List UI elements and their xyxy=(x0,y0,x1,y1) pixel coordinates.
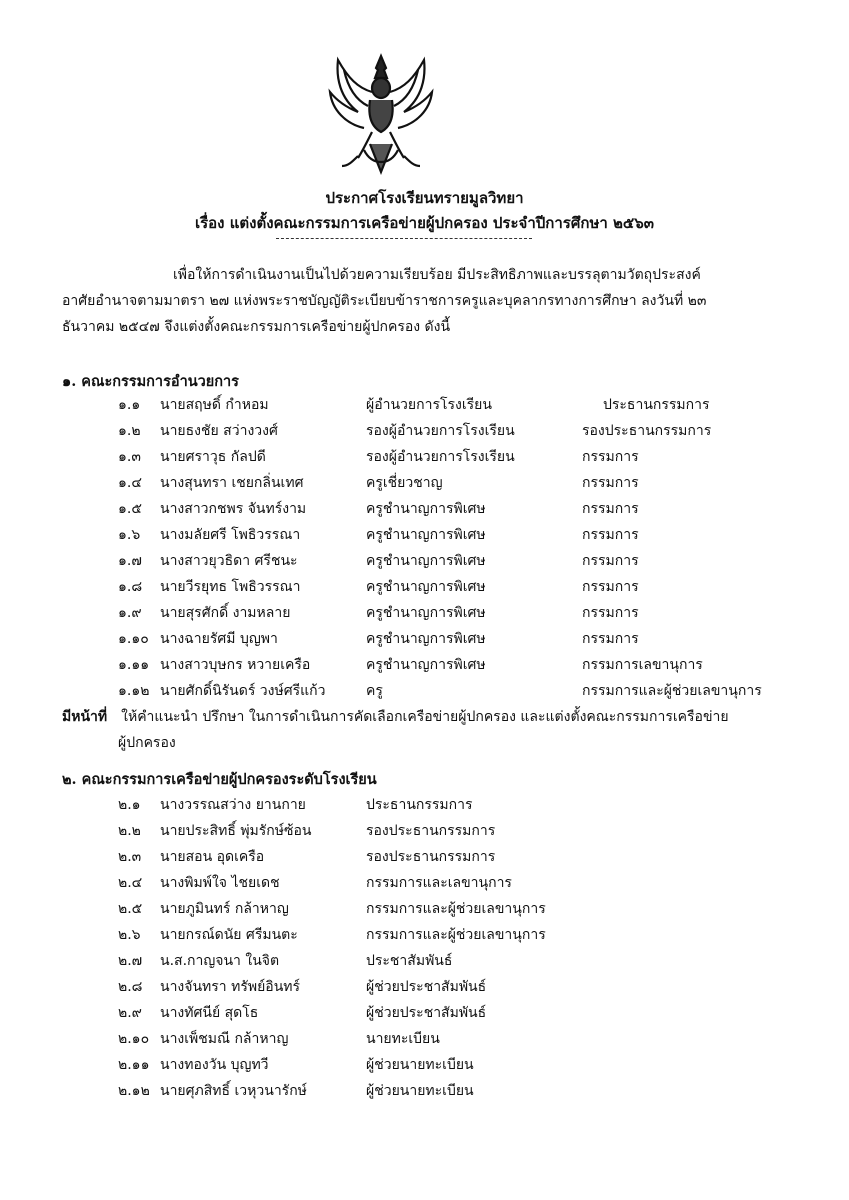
member-row xyxy=(0,472,849,498)
duty-label: มีหน้าที่ xyxy=(62,709,108,725)
intro-line: อาศัยอำนาจตามมาตรา ๒๗ แห่งพระราชบัญญัติระเบียบข้าราชการครูและบุคลากรทางการศึกษา ลงวันที่ ๒๓ xyxy=(62,293,707,309)
member-number: ๑.๑๒ xyxy=(118,683,150,699)
member-name: นายศักดิ์นิรันดร์ วงษ์ศรีแก้ว xyxy=(160,683,326,699)
intro-line: เพื่อให้การดำเนินงานเป็นไปด้วยความเรียบร้อย มีประสิทธิภาพและบรรลุตามวัตถุประสงค์ xyxy=(173,267,701,283)
member-role: กรรมการและผู้ช่วยเลขานุการ xyxy=(582,683,762,699)
member-number: ๒.๑๑ xyxy=(118,1057,150,1073)
member-row xyxy=(0,446,849,472)
member-position: ครูชำนาญการพิเศษ xyxy=(366,553,486,569)
member-name: นายสฤษดิ์ กำหอม xyxy=(160,397,269,413)
member-number: ๒.๙ xyxy=(118,1005,142,1021)
member-position: รองผู้อำนวยการโรงเรียน xyxy=(366,423,515,439)
member-row xyxy=(0,576,849,602)
member-row xyxy=(0,420,849,446)
member-row xyxy=(0,976,849,1002)
member-number: ๒.๗ xyxy=(118,953,143,969)
member-name: นางจันทรา ทรัพย์อินทร์ xyxy=(160,979,301,995)
member-row xyxy=(0,628,849,654)
member-role: กรรมการ xyxy=(582,449,639,465)
member-number: ๑.๑๑ xyxy=(118,657,150,673)
garuda-emblem xyxy=(318,48,444,178)
member-position: ครูชำนาญการพิเศษ xyxy=(366,657,486,673)
member-row xyxy=(0,1054,849,1080)
member-number: ๒.๔ xyxy=(118,875,143,891)
section-heading: ๒. คณะกรรมการเครือข่ายผู้ปกครองระดับโรงเรียน xyxy=(62,771,377,788)
member-position: ครูเชี่ยวชาญ xyxy=(366,475,443,491)
member-role: ผู้ช่วยนายทะเบียน xyxy=(366,1057,474,1073)
member-row xyxy=(0,924,849,950)
intro-line: ธันวาคม ๒๕๔๗ จึงแต่งตั้งคณะกรรมการเครือข่ายผู้ปกครอง ดังนี้ xyxy=(62,319,451,335)
member-name: นางฉายรัศมี บุญพา xyxy=(160,631,278,647)
member-name: นายภูมินทร์ กล้าหาญ xyxy=(160,901,289,917)
member-role: กรรมการ xyxy=(582,501,639,517)
member-number: ๑.๑๐ xyxy=(118,631,149,647)
member-name: นางมลัยศรี โพธิวรรณา xyxy=(160,527,301,543)
member-name: นางสาวบุษกร หวายเครือ xyxy=(160,657,311,673)
member-role: ผู้ช่วยประชาสัมพันธ์ xyxy=(366,979,487,995)
member-row xyxy=(0,846,849,872)
member-name: นายธงชัย สว่างวงศ์ xyxy=(160,423,278,439)
member-number: ๒.๓ xyxy=(118,849,142,865)
member-role: กรรมการ xyxy=(582,579,639,595)
duty-text-continued: ผู้ปกครอง xyxy=(118,735,176,751)
member-role: ผู้ช่วยประชาสัมพันธ์ xyxy=(366,1005,487,1021)
member-row xyxy=(0,602,849,628)
member-role: กรรมการ xyxy=(582,527,639,543)
member-number: ๒.๑๒ xyxy=(118,1083,150,1099)
member-name: นางทัศนีย์ สุดโธ xyxy=(160,1005,259,1021)
member-row xyxy=(0,872,849,898)
member-role: กรรมการและเลขานุการ xyxy=(366,875,512,891)
member-number: ๑.๖ xyxy=(118,527,141,543)
member-row xyxy=(0,524,849,550)
member-position: ครูชำนาญการพิเศษ xyxy=(366,527,486,543)
member-name: นางพิมพ์ใจ ไชยเดช xyxy=(160,875,280,891)
member-name: นางสุนทรา เชยกลิ่นเทศ xyxy=(160,475,304,491)
member-role: ผู้ช่วยนายทะเบียน xyxy=(366,1083,474,1099)
member-number: ๑.๙ xyxy=(118,605,142,621)
member-number: ๑.๒ xyxy=(118,423,141,439)
member-row xyxy=(0,680,849,706)
member-role: กรรมการ xyxy=(582,553,639,569)
member-number: ๒.๑๐ xyxy=(118,1031,150,1047)
member-row xyxy=(0,820,849,846)
member-role: ประธานกรรมการ xyxy=(603,397,710,413)
member-position: ครู xyxy=(366,683,383,699)
member-number: ๑.๔ xyxy=(118,475,142,491)
announcement-subject: เรื่อง แต่งตั้งคณะกรรมการเครือข่ายผู้ปกครอง ประจำปีการศึกษา ๒๕๖๓ xyxy=(194,214,654,232)
section-heading: ๑. คณะกรรมการอำนวยการ xyxy=(62,373,239,390)
member-name: นายวีรยุทธ โพธิวรรณา xyxy=(160,579,301,595)
member-position: รองผู้อำนวยการโรงเรียน xyxy=(366,449,515,465)
member-name: นายสอน อุดเครือ xyxy=(160,849,265,865)
member-role: นายทะเบียน xyxy=(366,1031,440,1047)
member-role: รองประธานกรรมการ xyxy=(366,849,496,865)
member-name: นายกรณ์ดนัย ศรีมนตะ xyxy=(160,927,298,943)
member-row xyxy=(0,654,849,680)
member-name: นางสาวกชพร จันทร์งาม xyxy=(160,501,307,517)
member-row xyxy=(0,498,849,524)
member-number: ๒.๑ xyxy=(118,797,141,813)
member-name: นางทองวัน บุญทวี xyxy=(160,1057,269,1073)
member-row xyxy=(0,898,849,924)
member-role: กรรมการเลขานุการ xyxy=(582,657,703,673)
member-row xyxy=(0,394,849,420)
member-position: ครูชำนาญการพิเศษ xyxy=(366,579,486,595)
member-name: น.ส.กาญจนา ในจิต xyxy=(160,953,280,969)
member-number: ๑.๘ xyxy=(118,579,143,595)
member-number: ๒.๘ xyxy=(118,979,143,995)
member-name: นางเพ็ชมณี กล้าหาญ xyxy=(160,1031,289,1047)
member-role: กรรมการ xyxy=(582,475,639,491)
member-number: ๒.๕ xyxy=(118,901,143,917)
member-number: ๒.๖ xyxy=(118,927,141,943)
title-divider xyxy=(276,238,532,239)
member-number: ๑.๓ xyxy=(118,449,141,465)
member-row xyxy=(0,1002,849,1028)
member-number: ๒.๒ xyxy=(118,823,141,839)
member-position: ครูชำนาญการพิเศษ xyxy=(366,605,486,621)
member-position: ครูชำนาญการพิเศษ xyxy=(366,501,486,517)
member-position: ผู้อำนวยการโรงเรียน xyxy=(366,397,492,413)
member-number: ๑.๗ xyxy=(118,553,142,569)
member-role: กรรมการและผู้ช่วยเลขานุการ xyxy=(366,901,546,917)
member-row xyxy=(0,794,849,820)
member-name: นายศุภสิทธิ์ เวหุวนารักษ์ xyxy=(160,1083,307,1099)
member-row xyxy=(0,1028,849,1054)
member-role: กรรมการ xyxy=(582,605,639,621)
member-position: ครูชำนาญการพิเศษ xyxy=(366,631,486,647)
announcement-title: ประกาศโรงเรียนทรายมูลวิทยา xyxy=(325,189,524,207)
member-name: นางวรรณสว่าง ยานกาย xyxy=(160,797,306,813)
member-role: ประชาสัมพันธ์ xyxy=(366,953,453,969)
member-row xyxy=(0,1080,849,1106)
member-number: ๑.๑ xyxy=(118,397,141,413)
member-name: นางสาวยุวธิดา ศรีชนะ xyxy=(160,553,298,569)
member-row xyxy=(0,550,849,576)
member-name: นายประสิทธิ์ พุ่มรักษ์ซ้อน xyxy=(160,823,312,839)
member-role: รองประธานกรรมการ xyxy=(366,823,496,839)
member-row xyxy=(0,950,849,976)
member-name: นายสุรศักดิ์ งามหลาย xyxy=(160,605,291,621)
member-role: ประธานกรรมการ xyxy=(366,797,473,813)
member-role: กรรมการ xyxy=(582,631,639,647)
member-role: รองประธานกรรมการ xyxy=(582,423,712,439)
member-role: กรรมการและผู้ช่วยเลขานุการ xyxy=(366,927,546,943)
member-number: ๑.๕ xyxy=(118,501,142,517)
duty-text: ให้คำแนะนำ ปรึกษา ในการดำเนินการคัดเลือกเครือข่ายผู้ปกครอง และแต่งตั้งคณะกรรมการเครือข่าย xyxy=(121,709,729,725)
duty-statement xyxy=(62,704,792,730)
member-name: นายศราวุธ กัลปดี xyxy=(160,449,266,465)
